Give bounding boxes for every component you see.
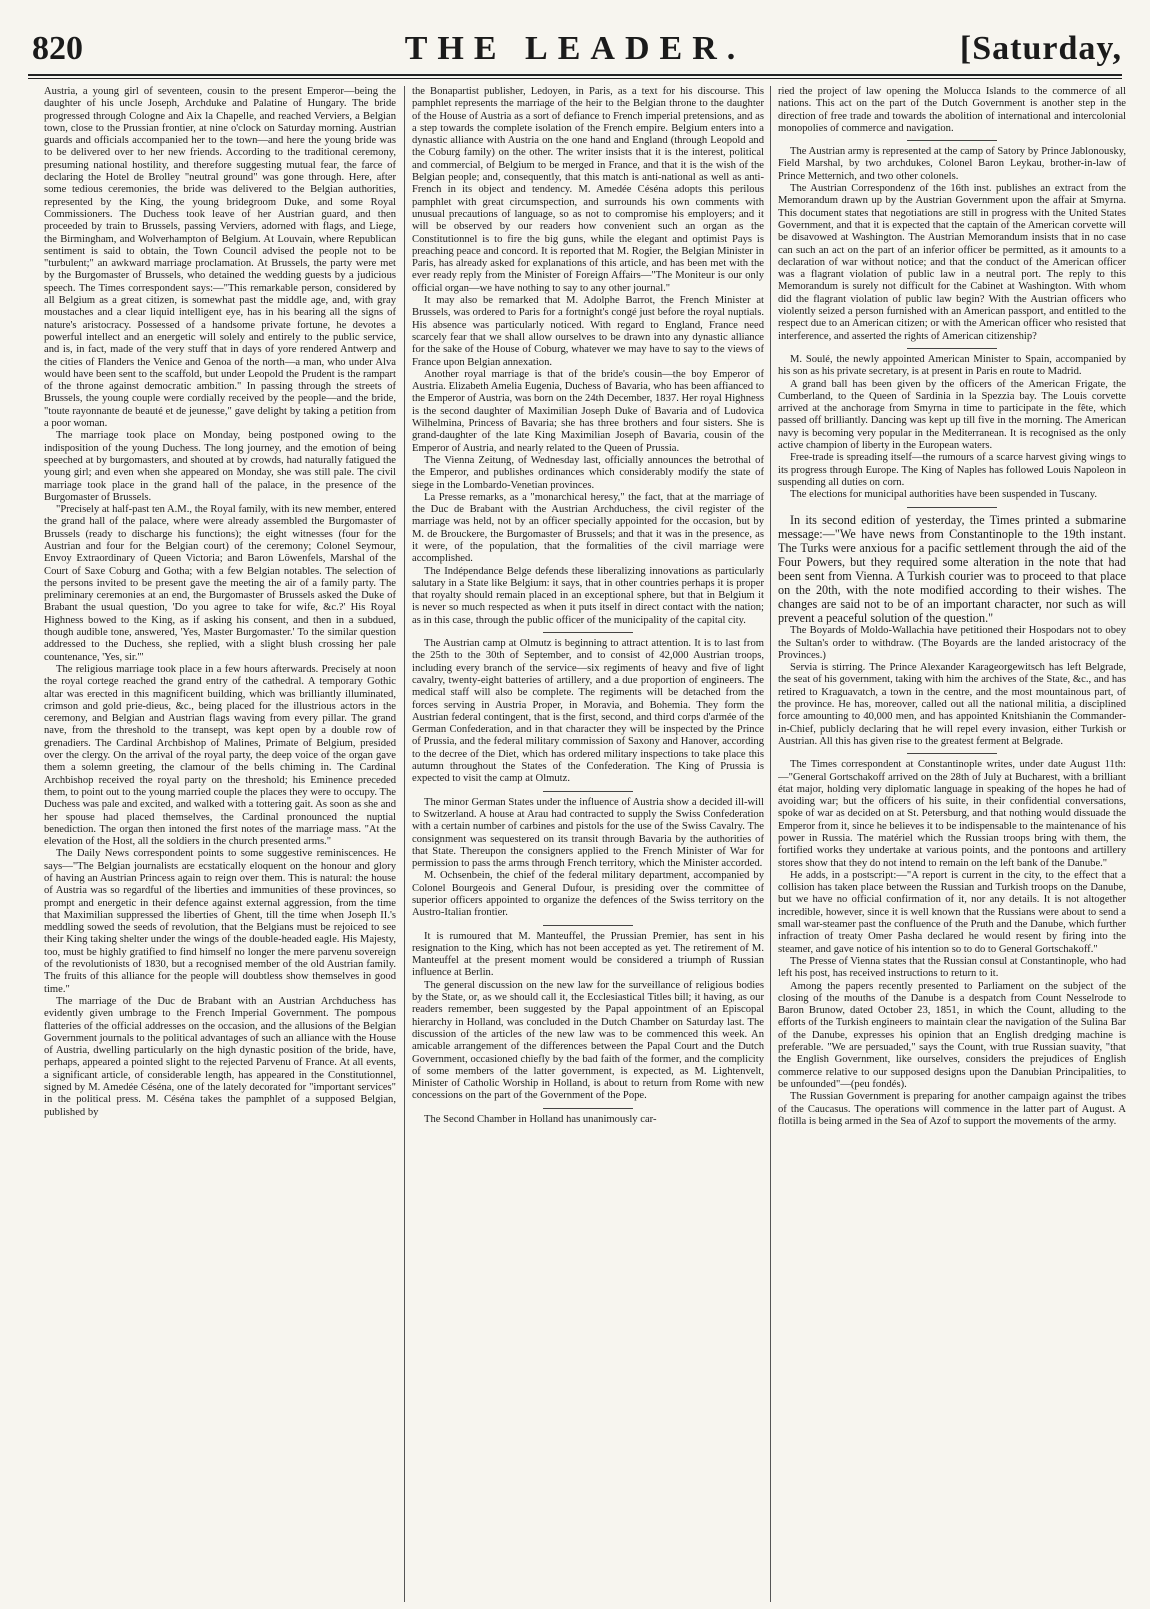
paragraph: La Presse remarks, as a "monarchical heresy," the fact, that at the marriage of the Duc de Brabant with the Austrian Archduchess, the civil register of the marriage was held, not by an officer specially appointed for the occasion, but by M. de Brouckere, the Burgomaster of Brussels; and that it was in the presence, as it were, of the population, that the formalities of the civil marriage were accomplished. — [412, 491, 764, 565]
paragraph: M. Ochsenbein, the chief of the federal military department, accompanied by Colonel Bourgeois and General Dufour, is presiding over the committee of superior officers appointed to organize the defences of the Swiss territory on the Austro-Italian frontier. — [412, 870, 764, 919]
section-divider — [907, 348, 997, 349]
paragraph: The marriage of the Duc de Brabant with an Austrian Archduchess has evidently given umbrage to the French Imperial Government. The pompous flatteries of the official addresses on the occasion, and the allusions of the Belgian Government journals to the political advantages of such an alliance with the House of Austria, dwelling particularly on the high dynastic position of the bride, have, perhaps, appeared a pointed slight to the rejected Parvenu of France. At all events, a significant article, of considerable length, has appeared in the Constitutionnel, signed by M. Amedée Céséna, one of the lately decorated for "important services" in the political press. M. Céséna takes the pamphlet of a supposed Belgian, published by — [44, 995, 396, 1118]
paragraph: The Austrian army is represented at the camp of Satory by Prince Jablonousky, Field Marshal, by two archdukes, Colonel Baron Leykau, brother-in-law of Prince Metternich, and two other colonels. — [778, 146, 1126, 182]
paragraph: The religious marriage took place in a few hours afterwards. Precisely at noon the royal cortege reached the grand entry of the cathedral. A temporary Gothic altar was erected in this magnificent building, which was brilliantly illuminated, crimson and gold prie-dieus, &c., being placed for the illustrious actors in the ceremony, and Belgian and Austrian flags waving from every pillar. The grand nave, from the threshold to the transept, was kept open by a double row of grenadiers. The Cardinal Archbishop of Malines, Primate of Belgium, presided over the clergy. On the arrival of the royal party, the deep voice of the organ gave them a solemn greeting, the clamour of the bells chiming in. The Cardinal Archbishop received the royal party on the threshold; his Eminence preceded them, to point out to the young married couple the places they were to occupy. The Duchess was pale and excited, and walked with a tottering gait. As soon as she and her spouse had placed themselves, the Cardinal pronounced the nuptial benediction. The organ then intoned the first notes of the marriage mass. "At the elevation of the Host, all the soldiers in the church presented arms." — [44, 663, 396, 848]
page-number: 820 — [32, 30, 83, 67]
section-divider — [543, 925, 633, 926]
column-1 — [44, 86, 396, 1606]
paragraph: M. Soulé, the newly appointed American Minister to Spain, accompanied by his son as his private secretary, is at present in Paris en route to Madrid. — [778, 353, 1126, 378]
paragraph: The Second Chamber in Holland has unanimously car- — [424, 1113, 657, 1125]
paragraph: The Boyards of Moldo-Wallachia have petitioned their Hospodars not to obey the Sultan's order to withdraw. (The Boyards are the landed aristocracy of the Provinces.) — [778, 625, 1126, 661]
paragraph: It may also be remarked that M. Adolphe Barrot, the French Minister at Brussels, was ordered to Paris for a fortnight's congé just before the royal nuptials. His absence was particularly noticed. With regard to England, France need scarcely fear that we shall allow ourselves to be drawn into any dynastic alliance for the sake of the House of Coburg, whatever we may have to say to the views of France upon Belgian annexation. — [412, 295, 764, 368]
section-divider — [907, 140, 997, 141]
section-divider — [543, 1108, 633, 1109]
section-divider — [907, 507, 997, 508]
paragraph: The Indépendance Belge defends these liberalizing innovations as particularly salutary in a State like Belgium: it says, that in other countries perhaps it is proper that royalty should remain placed in an exceptional sphere, but that in Belgium it is never so much respected as when it puts itself in direct contact with the nation; as in this case, through the public officer of the municipality of the capital city. — [412, 565, 764, 626]
masthead — [28, 28, 1122, 76]
newspaper-title: THE LEADER. — [404, 30, 746, 67]
paragraph: The Daily News correspondent points to some suggestive reminiscences. He says—"The Belgian journalists are ecstatically eloquent on the honour and glory of having an Austrian Princess again to reign over them. This is natural: the house of Austria was so regardful of the liberties and immunities of these provinces, so prompt and energetic in their defence against external aggression, from the time that Maximilian suppressed the liberties of Ghent, till the time when Joseph II.'s meddling sowed the seeds of revolution, that the Belgians must be rejoiced to see their King taking shelter under the wings of the double-headed eagle. His Majesty, too, must be highly gratified to find himself no longer the mere parvenu sovereign of the revolutionists of 1830, but a recognised member of the old Austrian family. The fruits of this alliance for the people will doubtless show themselves in good time." — [44, 848, 396, 995]
section-divider — [543, 791, 633, 792]
paragraph: In its second edition of yesterday, the Times printed a submarine message:—"We have news from Constantinople to the 19th instant. The Turks were anxious for a pacific settlement through the aid of the Four Powers, but they required some alteration in the note that had been sent from Vienna. A Turkish courier was to proceed to that place on the 20th, with the note modified according to their wishes. The changes are said not to be of an important character, nor such as will prevent a peaceful solution of the question." — [778, 512, 1126, 626]
paragraph: The marriage took place on Monday, being postponed owing to the indisposition of the young Duchess. The long journey, and the emotion of being speeched at by burgomasters, and shouted at by crowds, had naturally fatigued the young girl; and even when she appeared on Monday, she was still pale. The civil marriage took place in the grand hall of the palace, in the presence of the Burgomaster of Brussels. — [44, 430, 396, 503]
section-divider — [543, 632, 633, 633]
column-rule-2 — [770, 86, 771, 1602]
paragraph: The Austrian camp at Olmutz is beginning to attract attention. It is to last from the 25th to the 30th of September, and to consist of 42,000 Austrian troops, including every branch of the service—six regiments of heavy and five of light cavalry, twenty-eight batteries of artillery, and a due proportion of engineers. The medical staff will also be complete. The regiments will be detached from the forces serving in Austria Proper, in Moravia, and Bohemia. They form the Austrian federal contingent, that is the first, second, and third corps d'armée of the German Confederation, and in that character they will be inspected by the Prince of Prussia, and the federal military commission of Saxony and Hanover, according to the decree of the Diet, which has ordered military inspections to take place this autumn throughout the States of the Confederation. The King of Prussia is expected to visit the camp at Olmutz. — [412, 638, 764, 785]
paragraph: Free-trade is spreading itself—the rumours of a scarce harvest giving wings to its progress through Europe. The King of Naples has followed Louis Napoleon in suspending all duties on corn. — [778, 452, 1126, 488]
column-rule-1 — [404, 86, 405, 1602]
section-divider — [907, 753, 997, 754]
masthead-rule — [28, 74, 1122, 76]
column-3 — [778, 86, 1126, 1606]
paragraph: "Precisely at half-past ten A.M., the Royal family, with its new member, entered the grand hall of the palace, where were already assembled the Burgomaster of Brussels (ready to discharge his functions); the eight witnesses (four for the Austrian and four for the Belgian court) of the ceremony; Colonel Seymour, Envoy Extraordinary of Queen Victoria; and Baron Löwenfels, Marshal of the Court of Saxe Coburg and Gotha; with a few Belgian notables. The selection of the persons invited to be present gave the meeting the air of a family party. The preliminary ceremonies at an end, the Burgomaster of Brussels asked the Duke of Brabant the usual question, 'Do you agree to take for wife, &c.?' His Royal Highness bowed to the King, as if asking his consent, and then in a subdued, though audible tone, answered, 'Yes, Master Burgomaster.' To the similar question addressed to the Duchess, she replied, with a slight blush crossing her pale countenance, 'Yes, sir.'" — [44, 504, 396, 663]
paragraph: ried the project of law opening the Molucca Islands to the commerce of all nations. This act on the part of the Dutch Government is another step in the direction of free trade and towards the abolition of international and intercolonial monopolies of commerce and navigation. — [778, 86, 1126, 134]
paragraph: It is rumoured that M. Manteuffel, the Prussian Premier, has sent in his resignation to the King, which has not been accepted as yet. The retirement of M. Manteuffel at the present moment would be considered a triumph of Russian influence at Berlin. — [412, 930, 764, 979]
paragraph: The Vienna Zeitung, of Wednesday last, officially announces the betrothal of the Emperor, and publishes ordinances which considerably modify the state of siege in the Lombardo-Venetian provinces. — [412, 454, 764, 491]
paragraph: Among the papers recently presented to Parliament on the subject of the closing of the mouths of the Danube is a despatch from Count Nesselrode to Baron Brunow, dated October 23, 1851, in which the Count, alluding to the efforts of the Turkish engineers to maintain clear the navigation of the Sulina Bar of the Danube, expresses his opinion that an English dredging machine is preferable. "We are persuaded," says the Count, with true Russian suavity, "that the English Government, like ourselves, considers the prejudices of English commerce relative to our supposed designs upon the Danubian Principalities, to be unfounded"—(peu fondés). — [778, 980, 1126, 1090]
paragraph: The Presse of Vienna states that the Russian consul at Constantinople, who had left his post, has received instructions to return to it. — [778, 955, 1126, 980]
paragraph: The elections for municipal authorities have been suspended in Tuscany. — [790, 489, 1098, 501]
paragraph: Servia is stirring. The Prince Alexander Karageorgewitsch has left Belgrade, the seat of his government, taking with him the archives of the State, &c., and has retired to Kraguavatch, a town in the centre, and the most mountainous part, of the province. He has, moreover, called out all the national militia, a disciplined force amounting to 40,000 men, and has appointed Knitshianin the Commander-in-Chief, publicly declaring that he will repel every invasion, either Turkish or Austrian. All this has given rise to the greatest ferment at Belgrade. — [778, 662, 1126, 747]
paragraph: Austria, a young girl of seventeen, cousin to the present Emperor—being the daughter of his uncle Joseph, Archduke and Palatine of Hungary. The bride progressed through Cologne and Aix la Chapelle, and reached Verviers, a Belgian town, close to the Prussian frontier, at nine o'clock on Saturday morning. Austrian guards and officials accompanied her to the town—and here the young bride was to be delivered over to her new friends. According to the traditional ceremony, presuming national hostility, and therefore suggesting mutual fear, the farce of declaring the Hotel de Brolley "neutral ground" was gone through. Here, after some tedious ceremonies, the bride was delivered to the Belgian authorities, represented by the King, the young bridegroom Duke, and some Royal Commissioners. The Duchess took leave of her Austrian guard, and then proceeded by train to Brussels, passing Verviers, adorned with flags, and Liege, the Birmingham, and Wolverhampton of Belgium. At Louvain, where Republican sentiment is said to obtain, the Town Council advised the people not to be "turbulent;" an awkward marriage proclamation. At Brussels, the party were met by the Burgomaster of Brussels, who detained the wedding guests by a judicious speech. The Times correspondent says:—"This remarkable person, considered by all Belgium as a great citizen, is somewhat past the middle age, and, with gray moustaches and a clear liquid intelligent eye, has in his bearing all the signs of nature's aristocracy. Possessed of a handsome private fortune, he devotes a powerful intellect and an energetic will solely and entirely to the public service, and is, in fact, made of the very stuff that in days of yore rendered Antwerp and the cities of Flanders the Venice and Genoa of the north—a man, who under Alva would have been sent to the scaffold, but under Leopold the Prudent is the rampart of the throne against democratic ambition." In passing through the streets of Brussels, the young couple were cordially received by the people—and the bride, "toute rayonnante de beauté et de jeunesse," gave delight by taking a petition from a poor woman. — [44, 86, 396, 430]
paragraph: The general discussion on the new law for the surveillance of religious bodies by the State, or, as we should call it, the Ecclesiastical Titles bill; it having, as our readers remember, been suggested by the Papal appointment of an Episcopal hierarchy in Holland, was concluded in the Dutch Chamber on Saturday last. The discussion of the articles of the new law was to be commenced this week. An amicable arrangement of the differences between the Papal Court and the Dutch Government, occasioned chiefly by the bad faith of the former, and the complicity of some members of the latter government, is expected, as M. Lightenvelt, Minister of Catholic Worship in Holland, is about to return from Rome with new concessions on the part of the Government of the Pope. — [412, 979, 764, 1102]
paragraph: He adds, in a postscript:—"A report is current in the city, to the effect that a collision has taken place between the Russian and Turkish troops on the Danube, but we have no official confirmation of it, nor any details. It is not altogether incredible, however, since it is well known that the Russians were about to send a small war-steamer past the confluence of the Pruth and the Danube, which further infraction of treaty Omer Pasha declared he would resent by firing into the steamer, and gave notice of his intention so to do to General Gortschakoff." — [778, 869, 1126, 955]
paragraph: The minor German States under the influence of Austria show a decided ill-will to Switzerland. A house at Arau had contracted to supply the Swiss Confederation with a certain number of carbines and pistols for the use of the Swiss Cavalry. The consignment was sequestered on its transit through Bavaria by the authorities of that State. Thereupon the consigners applied to the French Minister of War for permission to pass the arms through French territory, which the Minister accorded. — [412, 796, 764, 870]
column-2 — [412, 86, 764, 1606]
paragraph: the Bonapartist publisher, Ledoyen, in Paris, as a text for his discourse. This pamphlet represents the marriage of the heir to the Belgian throne to the daughter of the House of Austria as a sort of defiance to French imperial pretensions, and as a step towards the complete isolation of the French empire. Belgium enters into a dynastic alliance with Austria on the one hand and England (through Leopold and the Coburg family) on the other. The writer insists that it is the interest, political and commercial, of Belgium to be merged in France, and that it is the wish of the Belgian people; and, consequently, that this match is anti-national as well as anti-French in its object and tendency. M. Amedée Céséna adopts this perilous pamphlet with great circumspection, and surrounds his own comments with unusual precautions of language, so as not to compromise his employers; and it will be observed by our readers how convenient such an organ as the Constitutionnel is to fire the big guns, while the elegant and optimist Pays is preaching peace and concord. It is reported that M. Rogier, the Belgian Minister in Paris, has already asked for explanations of this article, and has been met with the ever ready reply from the Minister of Foreign Affairs—"The Moniteur is our only official organ—we have nothing to say to any other journal." — [412, 86, 764, 294]
paragraph: The Times correspondent at Constantinople writes, under date August 11th:—"General Gortschakoff arrived on the 28th of July at Bucharest, with a brilliant état major, holding very diplomatic language in speaking of the hopes he had of avoiding war; but the officers of his suite, in their confidential conversations, spoke of war as decided on at St. Petersburg, and that nothing would dissuade the Emperor from it, since he believes it to be indispensable to the maintenance of his power in Russia. The matériel which the Russian troops bring with them, the fortified works they undertake at various points, and the pontoons and artillery stores show that they do not intend to remain on the left bank of the Danube." — [778, 759, 1126, 869]
issue-day: [Saturday, — [959, 30, 1122, 67]
paragraph: The Russian Government is preparing for another campaign against the tribes of the Caucasus. The operations will commence in the latter part of August. A flotilla is being armed in the Sea of Azof to support the movements of the army. — [778, 1091, 1126, 1127]
paragraph: The Austrian Correspondenz of the 16th inst. publishes an extract from the Memorandum drawn up by the Austrian Government upon the affair at Smyrna. This document states that negotiations are still in progress with the United States Government, and that it is expected that the captain of the American corvette will be disavowed at Washington. The Austrian Memorandum insists that in no case can such an act on the part of an inferior officer be permitted, as it amounts to a declaration of war without notice; and that the conduct of the American officer was a flagrant violation of public law in a neutral port. The reply to this Memorandum is surely not difficult for the Cabinet at Washington. With whom did the flagrant violation of public law begin? With the Austrian officers who violently seized a person furnished with an American passport, and entitled to the respect due to an American citizen; or with the American officer who resisted that interference, and asserted the rights of American citizenship? — [778, 183, 1126, 342]
masthead-rule-thin — [28, 78, 1122, 79]
paragraph: Another royal marriage is that of the bride's cousin—the boy Emperor of Austria. Elizabeth Amelia Eugenia, Duchess of Bavaria, who has been affianced to the Emperor of Austria, was born on the 24th December, 1837. Her royal Highness is the second daughter of Maximilian Joseph Duke of Bavaria and of Ludovica Wilhelmina, Princess of Bavaria; she has three brothers and four sisters. She is grand-daughter of the late King Maximilian Joseph of Bavaria, cousin of the Emperor of Austria, and nearly related to the Queen of Prussia. — [412, 368, 764, 454]
paragraph: A grand ball has been given by the officers of the American Frigate, the Cumberland, to the Queen of Sardinia in la Spezzia bay. The Louis corvette arrived at the anchorage from Smyrna in time to participate in the fête, which passed off brilliantly. Dancing was kept up till five in the morning. The American navy is becoming very popular in the Mediterranean. It is recognised as the only active champion of liberty in the European waters. — [778, 378, 1126, 452]
